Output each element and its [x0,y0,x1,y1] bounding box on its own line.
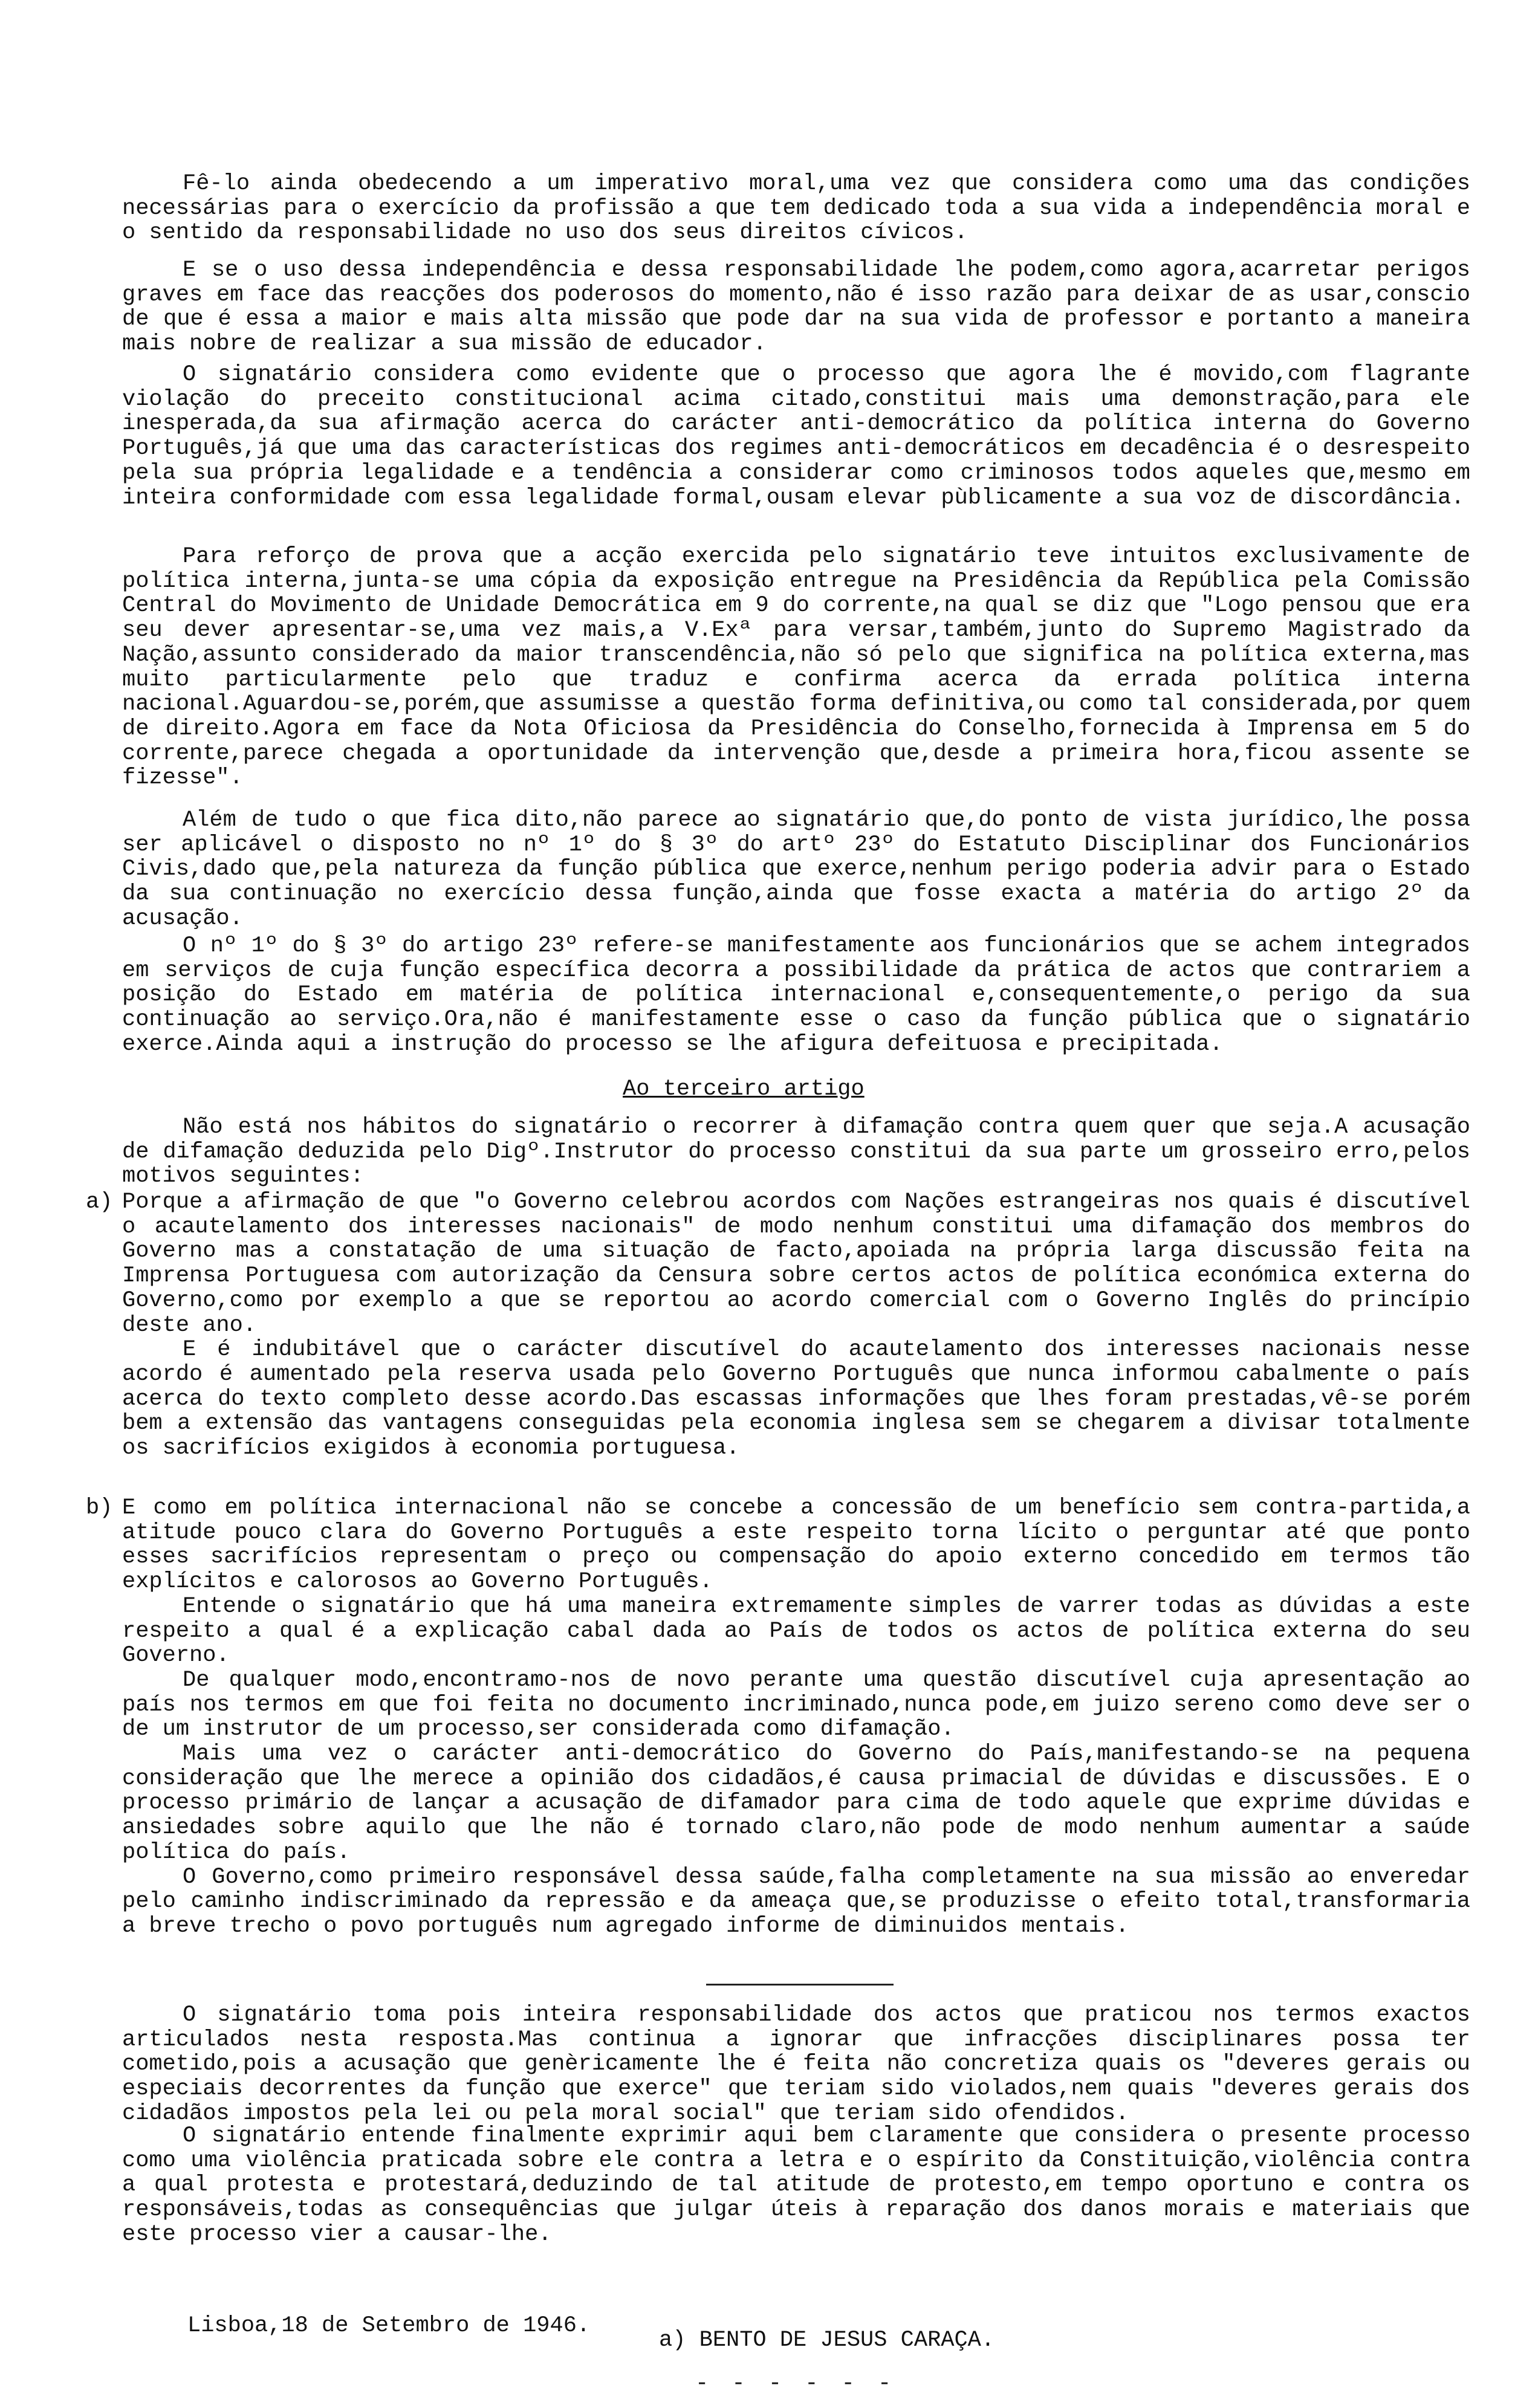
item-paragraph: O Governo,como primeiro responsável dessa saúde,falha completamente na sua missão ao enveredar pelo caminho indiscriminado da repressão e da ameaça que,se produzisse o efeito total,transformaria a breve trecho o povo português num agregado informe de diminuidos mentais. [122,1864,1470,1939]
item-paragraph: E como em política internacional não se concebe a concessão de um benefício sem contra-partida,a atitude pouco clara do Governo Português a este respeito torna lícito o perguntar até que ponto esses sacrifícios representam o preço ou compensação do apoio externo concedido em termos tão explícitos e calorosos ao Governo Português. [122,1495,1470,1595]
paragraph-legal-view: Além de tudo o que fica dito,não parece ao signatário que,do ponto de vista jurídico,lhe possa ser aplicável o disposto no nº 1º do § 3º do artº 23º do Estatuto Disciplinar dos Funcionários Civis,dado que,pela natureza da função pública que exerce,nenhum perigo poderia advir para o Estado da sua continuação no exercício dessa função,ainda que fosse exacta a matéria do artigo 2º da acusação. [122,808,1470,931]
paragraph-responsibility: O signatário toma pois inteira responsabilidade dos actos que praticou nos termos exactos articulados nesta resposta.Mas continua a ignorar que infracções disciplinares possa ter cometido,pois a acusação que genèricamente lhe é feita não concretiza quais os "deveres gerais ou especiais decorrentes da função que exerce" que teriam sido violados,nem quais "deveres gerais dos cidadãos impostos pela lei ou pela moral social" que teriam sido ofendidos. [122,2002,1470,2126]
section-divider [706,1984,894,1986]
paragraph-independence: E se o uso dessa independência e dessa responsabilidade lhe podem,como agora,acarretar perigos graves em face das reacções dos poderosos do momento,não é isso razão para deixar de as usar,conscio de que é essa a maior e mais alta missão que pode dar na sua vida de professor e portanto a maneira mais nobre de realizar a sua missão de educador. [122,257,1470,357]
item-paragraph: Mais uma vez o carácter anti-democrático do Governo do País,manifestando-se na pequena consideração que lhe merece a opinião dos cidadãos,é causa primacial de dúvidas e discussões. E o processo primário de lançar a acusação de difamador para cima de todo aquele que exprime dúvidas e ansiedades sobre aquilo que lhe não é tornado claro,não pode de modo nenhum aumentar a saúde política do país. [122,1741,1470,1865]
section-heading: Ao terceiro artigo [623,1076,865,1102]
paragraph-third-article-intro: Não está nos hábitos do signatário o recorrer à difamação contra quem quer que seja.A acusação de difamação deduzida pelo Digº.Instrutor do processo constitui da sua parte um grosseiro erro,pelos motivos seguintes: [122,1115,1470,1189]
list-item-body [122,1190,1470,1461]
place-date: Lisboa,18 de Setembro de 1946. [187,2313,591,2338]
end-mark: - - - - - - [695,2371,897,2397]
list-item-label: a) [86,1189,113,1215]
item-paragraph: Entende o signatário que há uma maneira extremamente simples de varrer todas as dúvidas a este respeito a qual é a explicação cabal dada ao País de todos os actos de política externa do seu Governo. [122,1593,1470,1669]
paragraph-protest: O signatário entende finalmente exprimir aqui bem claramente que considera o presente processo como uma violência praticada sobre ele contra a letra e o espírito da Constituição,violência contra a qual protesta e protestará,deduzindo de tal atitude de protesto,em tempo oportuno e contra os responsáveis,todas as consequências que julgar úteis à reparação dos danos morais e materiais que este processo vier a causar-lhe. [122,2123,1470,2247]
paragraph-moral-imperative: Fê-lo ainda obedecendo a um imperativo moral,uma vez que considera como uma das condições necessárias para o exercício da profissão a que tem dedicado toda a sua vida a independência moral e o sentido da responsabilidade no uso dos seus direitos cívicos. [122,171,1470,246]
paragraph-article-23: O nº 1º do § 3º do artigo 23º refere-se manifestamente aos funcionários que se achem integrados em serviços de cuja função específica decorra a possibilidade da prática de actos que contrariem a posição do Estado em matéria de política internacional e,consequentemente,o perigo da sua continuação ao serviço.Ora,não é manifestamente esse o caso da função pública que o signatário exerce.Ainda aqui a instrução do processo se lhe afigura defeituosa e precipitada. [122,933,1470,1057]
item-paragraph: Porque a afirmação de que "o Governo celebrou acordos com Nações estrangeiras nos quais é discutível o acautelamento dos interesses nacionais" de modo nenhum constitui uma difamação dos membros do Governo mas a constatação de uma situação de facto,apoiada na própria larga discussão feita na Imprensa Portuguesa com autorização da Censura sobre certos actos de política económica externa do Governo,como por exemplo a que se reportou ao acordo comercial com o Governo Inglês do princípio deste ano. [122,1189,1470,1338]
list-item-label: b) [86,1495,113,1521]
paragraph-anti-democratic: O signatário considera como evidente que o processo que agora lhe é movido,com flagrante violação do preceito constitucional acima citado,constitui mais uma demonstração,para ele inesperada,da sua afirmação acerca do carácter anti-democrático da política interna do Governo Português,já que uma das características dos regimes anti-democráticos em decadência é o desrespeito pela sua própria legalidade e a tendência a considerar como criminosos todos aqueles que,mesmo em inteira conformidade com essa legalidade formal,ousam elevar pùblicamente a sua voz de discordância. [122,362,1470,511]
item-paragraph: De qualquer modo,encontramo-nos de novo perante uma questão discutível cuja apresentação ao país nos termos em que foi feita no documento incriminado,nunca pode,em juizo sereno como deve ser o de um instrutor de um processo,ser considerada como difamação. [122,1667,1470,1743]
list-item-a [86,1190,1470,1461]
item-paragraph: E é indubitável que o carácter discutível do acautelamento dos interesses nacionais nesse acordo é aumentado pela reserva usada pelo Governo Português que nunca informou cabalmente o país acerca do texto completo desse acordo.Das escassas informações que lhes foram prestadas,vê-se porém bem a extensão das vantagens conseguidas pela economia inglesa sem se chegarem a divisar totalmente os sacrifícios exigidos à economia portuguesa. [122,1337,1470,1461]
signature: a) BENTO DE JESUS CARAÇA. [659,2328,995,2353]
list-item-b [86,1496,1470,1939]
list-item-body [122,1496,1470,1939]
paragraph-internal-policy: Para reforço de prova que a acção exercida pelo signatário teve intuitos exclusivamente de política interna,junta-se uma cópia da exposição entregue na Presidência da República pela Comissão Central do Movimento de Unidade Democrática em 9 do corrente,na qual se diz que "Logo pensou que era seu dever apresentar-se,uma vez mais,a V.Exª para versar,também,junto do Supremo Magistrado da Nação,assunto considerado da maior transcendência,não só pelo que significa na política externa,mas muito particularmente pelo que traduz e confirma acerca da errada política interna nacional.Aguardou-se,porém,que assumisse a questão forma definitiva,ou como tal considerada,por quem de direito.Agora em face da Nota Oficiosa da Presidência do Conselho,fornecida à Imprensa em 5 do corrente,parece chegada a oportunidade da intervenção que,desde a primeira hora,ficou assente se fizesse". [122,544,1470,791]
